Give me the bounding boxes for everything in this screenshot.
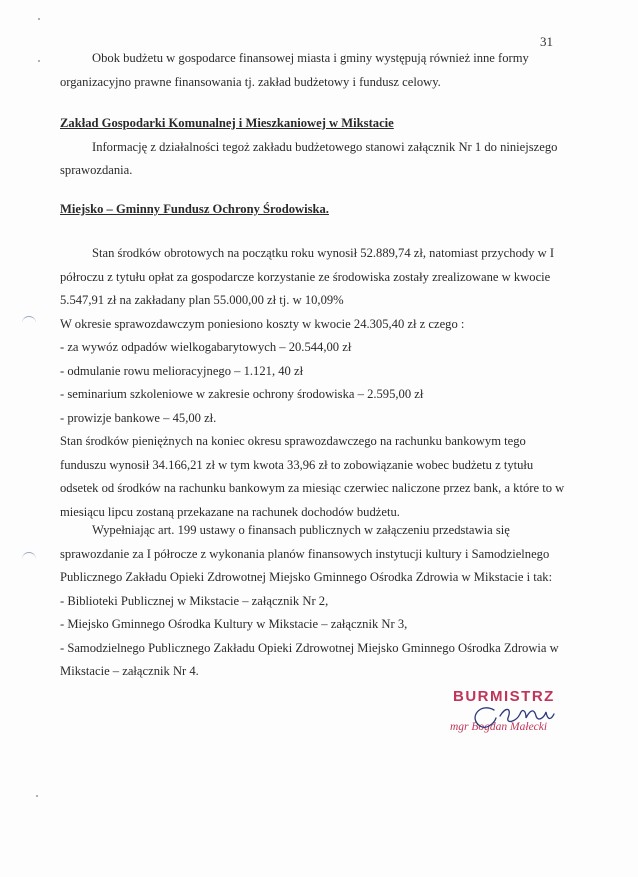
section-art-199 [60, 519, 580, 684]
text-line: 5.547,91 zł na zakładany plan 55.000,00 zł tj. w 10,09% [60, 293, 344, 307]
text-line: półroczu z tytułu opłat za gospodarcze korzystanie ze środowiska zostały zrealizowane w kwocie [60, 269, 551, 284]
text-line: funduszu wynosił 34.166,21 zł w tym kwota 33,96 zł to zobowiązanie wobec budżetu z tytułu [60, 457, 534, 472]
list-item: - Miejsko Gminnego Ośrodka Kultury w Mikstacie – załącznik Nr 3, [60, 617, 408, 631]
section-fundusz-body [60, 242, 580, 524]
signature-icon [450, 688, 590, 738]
stamp-name: mgr Bogdan Małecki [450, 721, 548, 733]
mayor-stamp [450, 688, 590, 748]
list-item: - Biblioteki Publicznej w Mikstacie – załącznik Nr 2, [60, 593, 329, 608]
text-line: Wypełniając art. 199 ustawy o finansach publicznych w załączeniu przedstawia się [92, 523, 510, 537]
list-item: - odmulanie rowu melioracyjnego – 1.121, 40 zł [60, 363, 304, 378]
scan-speck [36, 795, 38, 797]
text-line: Stan środków pieniężnych na koniec okresu sprawozdawczego na rachunku bankowym tego [60, 434, 526, 448]
text-line: sprawozdanie za I półrocze z wykonania planów finansowych instytucji kultury i Samodzielnego [60, 546, 550, 561]
text-line: Informację z działalności tegoż zakładu budżetowego stanowi załącznik Nr 1 do niniejszego [92, 139, 558, 154]
text-line: odsetek od środków na rachunku bankowym za miesiąc czerwiec naliczone przez bank, a które to w [60, 481, 565, 495]
text-line: organizacyjno prawne finansowania tj. zakład budżetowy i fundusz celowy. [60, 74, 441, 89]
list-item: - seminarium szkoleniowe w zakresie ochrony środowiska – 2.595,00 zł [60, 387, 424, 401]
text-line: Mikstacie – załącznik Nr 4. [60, 664, 199, 678]
text-line: Stan środków obrotowych na początku roku wynosił 52.889,74 zł, natomiast przychody w I [92, 246, 555, 260]
stamp-title: BURMISTRZ [453, 688, 555, 705]
text-line: miesiącu lipcu zostaną przekazane na rachunek dochodów budżetu. [60, 504, 400, 519]
page-number: 31 [540, 34, 553, 49]
section-heading: Zakład Gospodarki Komunalnej i Mieszkaniowej w Mikstacie [60, 116, 394, 130]
section-zgkim [60, 112, 580, 183]
list-item: - Samodzielnego Publicznego Zakładu Opieki Zdrowotnej Miejsko Gminnego Ośrodka Zdrowia w [60, 640, 559, 655]
list-item: - za wywóz odpadów wielkogabarytowych – 20.544,00 zł [60, 340, 352, 354]
scan-speck [38, 18, 40, 20]
text-line: W okresie sprawozdawczym poniesiono koszty w kwocie 24.305,40 zł z czego : [60, 316, 465, 331]
punch-hole-mark [22, 316, 36, 323]
text-line: Publicznego Zakładu Opieki Zdrowotnej Miejsko Gminnego Ośrodka Zdrowia w Mikstacie i tak: [60, 570, 553, 584]
punch-hole-mark [22, 552, 36, 559]
section-heading: Miejsko – Gminny Fundusz Ochrony Środowiska. [60, 202, 329, 216]
scan-speck [38, 60, 40, 62]
text-line: sprawozdania. [60, 163, 133, 177]
text-line: Obok budżetu w gospodarce finansowej miasta i gminy występują również inne formy [92, 51, 529, 65]
intro-paragraph [60, 47, 580, 94]
list-item: - prowizje bankowe – 45,00 zł. [60, 410, 217, 425]
section-fundusz-heading [60, 198, 580, 222]
